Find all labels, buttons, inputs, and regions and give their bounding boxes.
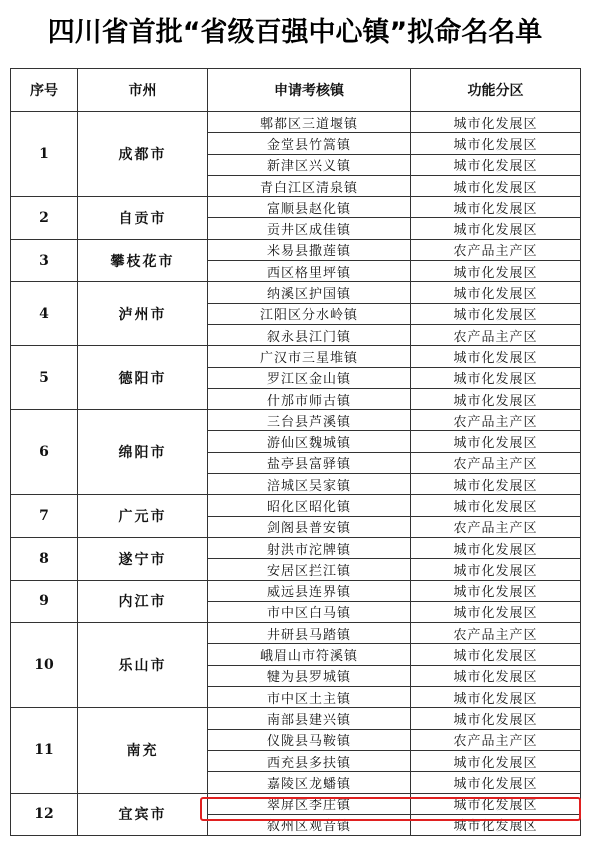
zone-cell: 城市化发展区 [411, 665, 581, 686]
town-cell: 贡井区成佳镇 [208, 218, 411, 239]
town-cell: 峨眉山市符溪镇 [208, 644, 411, 665]
zone-cell: 城市化发展区 [411, 814, 581, 835]
town-cell: 富顺县赵化镇 [208, 197, 411, 218]
zone-cell: 城市化发展区 [411, 559, 581, 580]
zone-cell: 农产品主产区 [411, 729, 581, 750]
header-town: 申请考核镇 [208, 69, 411, 112]
city-cell: 绵阳市 [78, 410, 208, 495]
town-cell: 江阳区分水岭镇 [208, 303, 411, 324]
zone-cell: 城市化发展区 [411, 431, 581, 452]
zone-cell: 城市化发展区 [411, 601, 581, 622]
seq-cell: 4 [11, 282, 78, 346]
city-cell: 内江市 [78, 580, 208, 623]
town-cell: 涪城区吴家镇 [208, 474, 411, 495]
zone-cell: 城市化发展区 [411, 303, 581, 324]
table-row [11, 580, 581, 601]
header-city: 市州 [78, 69, 208, 112]
zone-cell: 城市化发展区 [411, 175, 581, 196]
zone-cell: 城市化发展区 [411, 282, 581, 303]
zone-cell: 农产品主产区 [411, 239, 581, 260]
town-cell: 郫都区三道堰镇 [208, 112, 411, 133]
town-cell: 南部县建兴镇 [208, 708, 411, 729]
table-row [11, 239, 581, 260]
zone-cell: 城市化发展区 [411, 388, 581, 409]
city-cell: 乐山市 [78, 623, 208, 708]
town-cell: 叙永县江门镇 [208, 324, 411, 345]
seq-cell: 7 [11, 495, 78, 538]
city-cell: 南充 [78, 708, 208, 793]
table-row [11, 282, 581, 303]
zone-cell: 城市化发展区 [411, 708, 581, 729]
town-cell: 井研县马踏镇 [208, 623, 411, 644]
page-title: 四川省首批“省级百强中心镇”拟命名名单 [47, 17, 543, 48]
zone-cell: 城市化发展区 [411, 367, 581, 388]
table-row [11, 708, 581, 729]
zone-cell: 城市化发展区 [411, 197, 581, 218]
town-list-table [10, 68, 581, 836]
seq-cell: 8 [11, 537, 78, 580]
town-cell: 游仙区魏城镇 [208, 431, 411, 452]
city-cell: 宜宾市 [78, 793, 208, 836]
zone-cell: 城市化发展区 [411, 772, 581, 793]
town-cell: 新津区兴义镇 [208, 154, 411, 175]
zone-cell: 农产品主产区 [411, 410, 581, 431]
header-zone: 功能分区 [411, 69, 581, 112]
town-cell: 三台县芦溪镇 [208, 410, 411, 431]
zone-cell: 城市化发展区 [411, 346, 581, 367]
city-cell: 广元市 [78, 495, 208, 538]
header-seq: 序号 [11, 69, 78, 112]
zone-cell: 城市化发展区 [411, 687, 581, 708]
town-cell: 纳溪区护国镇 [208, 282, 411, 303]
town-cell: 犍为县罗城镇 [208, 665, 411, 686]
table-row [11, 197, 581, 218]
zone-cell: 城市化发展区 [411, 261, 581, 282]
zone-cell: 城市化发展区 [411, 793, 581, 814]
city-cell: 自贡市 [78, 197, 208, 240]
table-row [11, 346, 581, 367]
town-cell: 罗江区金山镇 [208, 367, 411, 388]
town-cell: 盐亭县富驿镇 [208, 452, 411, 473]
town-cell: 什邡市师古镇 [208, 388, 411, 409]
city-cell: 攀枝花市 [78, 239, 208, 282]
seq-cell: 12 [11, 793, 78, 836]
town-cell: 剑阁县普安镇 [208, 516, 411, 537]
town-cell: 市中区白马镇 [208, 601, 411, 622]
city-cell: 成都市 [78, 112, 208, 197]
seq-cell: 1 [11, 112, 78, 197]
town-cell: 广汉市三星堆镇 [208, 346, 411, 367]
zone-cell: 城市化发展区 [411, 750, 581, 771]
seq-cell: 5 [11, 346, 78, 410]
zone-cell: 城市化发展区 [411, 580, 581, 601]
table-row [11, 623, 581, 644]
town-cell: 市中区土主镇 [208, 687, 411, 708]
town-cell: 安居区拦江镇 [208, 559, 411, 580]
town-cell: 西充县多扶镇 [208, 750, 411, 771]
city-cell: 德阳市 [78, 346, 208, 410]
town-cell: 西区格里坪镇 [208, 261, 411, 282]
seq-cell: 10 [11, 623, 78, 708]
town-cell: 米易县撒莲镇 [208, 239, 411, 260]
zone-cell: 城市化发展区 [411, 218, 581, 239]
zone-cell: 农产品主产区 [411, 452, 581, 473]
town-cell: 仪陇县马鞍镇 [208, 729, 411, 750]
zone-cell: 城市化发展区 [411, 644, 581, 665]
city-cell: 泸州市 [78, 282, 208, 346]
table-row [11, 495, 581, 516]
town-cell: 射洪市沱牌镇 [208, 537, 411, 558]
city-cell: 遂宁市 [78, 537, 208, 580]
seq-cell: 11 [11, 708, 78, 793]
town-cell: 青白江区清泉镇 [208, 175, 411, 196]
seq-cell: 2 [11, 197, 78, 240]
town-cell: 叙州区观音镇 [208, 814, 411, 835]
seq-cell: 3 [11, 239, 78, 282]
zone-cell: 城市化发展区 [411, 474, 581, 495]
town-cell: 翠屏区李庄镇 [208, 793, 411, 814]
zone-cell: 城市化发展区 [411, 133, 581, 154]
zone-cell: 农产品主产区 [411, 516, 581, 537]
table-row [11, 112, 581, 133]
table-header-row [11, 69, 581, 112]
zone-cell: 农产品主产区 [411, 324, 581, 345]
table-row [11, 537, 581, 558]
town-cell: 昭化区昭化镇 [208, 495, 411, 516]
zone-cell: 城市化发展区 [411, 537, 581, 558]
town-cell: 嘉陵区龙蟠镇 [208, 772, 411, 793]
town-cell: 金堂县竹篙镇 [208, 133, 411, 154]
seq-cell: 6 [11, 410, 78, 495]
table-body [11, 112, 581, 836]
zone-cell: 城市化发展区 [411, 112, 581, 133]
town-cell: 威远县连界镇 [208, 580, 411, 601]
zone-cell: 城市化发展区 [411, 495, 581, 516]
table-row [11, 793, 581, 814]
table-row [11, 410, 581, 431]
zone-cell: 城市化发展区 [411, 154, 581, 175]
zone-cell: 农产品主产区 [411, 623, 581, 644]
seq-cell: 9 [11, 580, 78, 623]
